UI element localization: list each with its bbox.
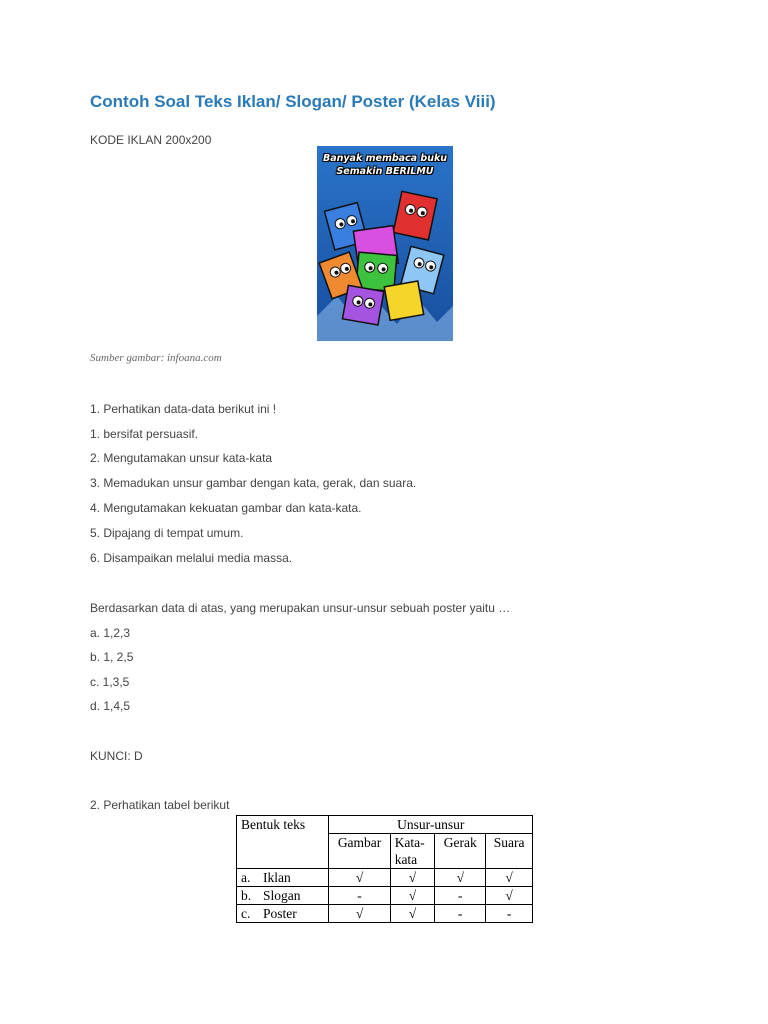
list-item: 3. Memadukan unsur gambar dengan kata, gerak, dan suara. — [90, 476, 417, 490]
list-item: 5. Dipajang di tempat umum. — [90, 526, 244, 540]
list-item: 2. Mengutamakan unsur kata-kata — [90, 451, 273, 465]
question-text: Berdasarkan data di atas, yang merupakan unsur-unsur sebuah poster yaitu … — [90, 601, 511, 615]
table-cell: √ — [390, 905, 435, 923]
answer-option: d. 1,4,5 — [90, 699, 131, 713]
table-cell: - — [435, 887, 486, 905]
table-header-cell: Unsur-unsur — [329, 816, 533, 834]
table-row — [237, 887, 533, 905]
table-row-label — [237, 887, 329, 905]
row-letter: a. — [241, 870, 251, 885]
answer-option: b. 1, 2,5 — [90, 650, 134, 664]
table-cell: - — [486, 905, 533, 923]
answer-option: c. 1,3,5 — [90, 675, 130, 689]
image-source-caption: Sumber gambar: infoana.com — [90, 352, 222, 364]
table-header-text: Kata- — [394, 835, 425, 850]
poster-image — [317, 146, 453, 341]
table-header-cell — [390, 834, 435, 869]
list-item: 6. Disampaikan melalui media massa. — [90, 551, 293, 565]
row-letter: b. — [241, 888, 252, 903]
table-cell: √ — [390, 887, 435, 905]
table-row — [237, 869, 533, 887]
table-cell: - — [435, 905, 486, 923]
page-title: Contoh Soal Teks Iklan/ Slogan/ Poster (Kelas Viii) — [90, 92, 496, 111]
table-cell: √ — [329, 869, 390, 887]
table-cell: √ — [390, 869, 435, 887]
table-cell: √ — [486, 887, 533, 905]
question-prompt: 2. Perhatikan tabel berikut — [90, 798, 230, 812]
table-header-cell: Gambar — [329, 834, 390, 869]
table-header-cell: Bentuk teks — [237, 816, 329, 869]
table-cell: √ — [329, 905, 390, 923]
row-label: Iklan — [263, 870, 291, 885]
poster-slogan-line: Banyak membaca buku — [322, 153, 448, 164]
table-cell: √ — [486, 869, 533, 887]
list-item: 1. bersifat persuasif. — [90, 427, 199, 441]
table-row-label — [237, 905, 329, 923]
table-cell: - — [329, 887, 390, 905]
table-header-text: kata — [394, 852, 418, 867]
poster-slogan — [317, 152, 453, 178]
table-row — [237, 905, 533, 923]
answer-option: a. 1,2,3 — [90, 626, 131, 640]
row-label: Poster — [263, 906, 297, 921]
table-header-row — [237, 816, 533, 834]
question-prompt: 1. Perhatikan data-data berikut ini ! — [90, 402, 277, 416]
table-header-cell: Suara — [486, 834, 533, 869]
poster-slogan-line: Semakin BERILMU — [336, 166, 434, 177]
row-letter: c. — [241, 906, 251, 921]
elements-table — [236, 815, 533, 923]
table-row-label — [237, 869, 329, 887]
ad-code-label: KODE IKLAN 200x200 — [90, 133, 212, 147]
table-cell: √ — [435, 869, 486, 887]
answer-key: KUNCI: D — [90, 749, 143, 763]
row-label: Slogan — [263, 888, 301, 903]
table-header-cell: Gerak — [435, 834, 486, 869]
list-item: 4. Mengutamakan kekuatan gambar dan kata-kata. — [90, 501, 362, 515]
